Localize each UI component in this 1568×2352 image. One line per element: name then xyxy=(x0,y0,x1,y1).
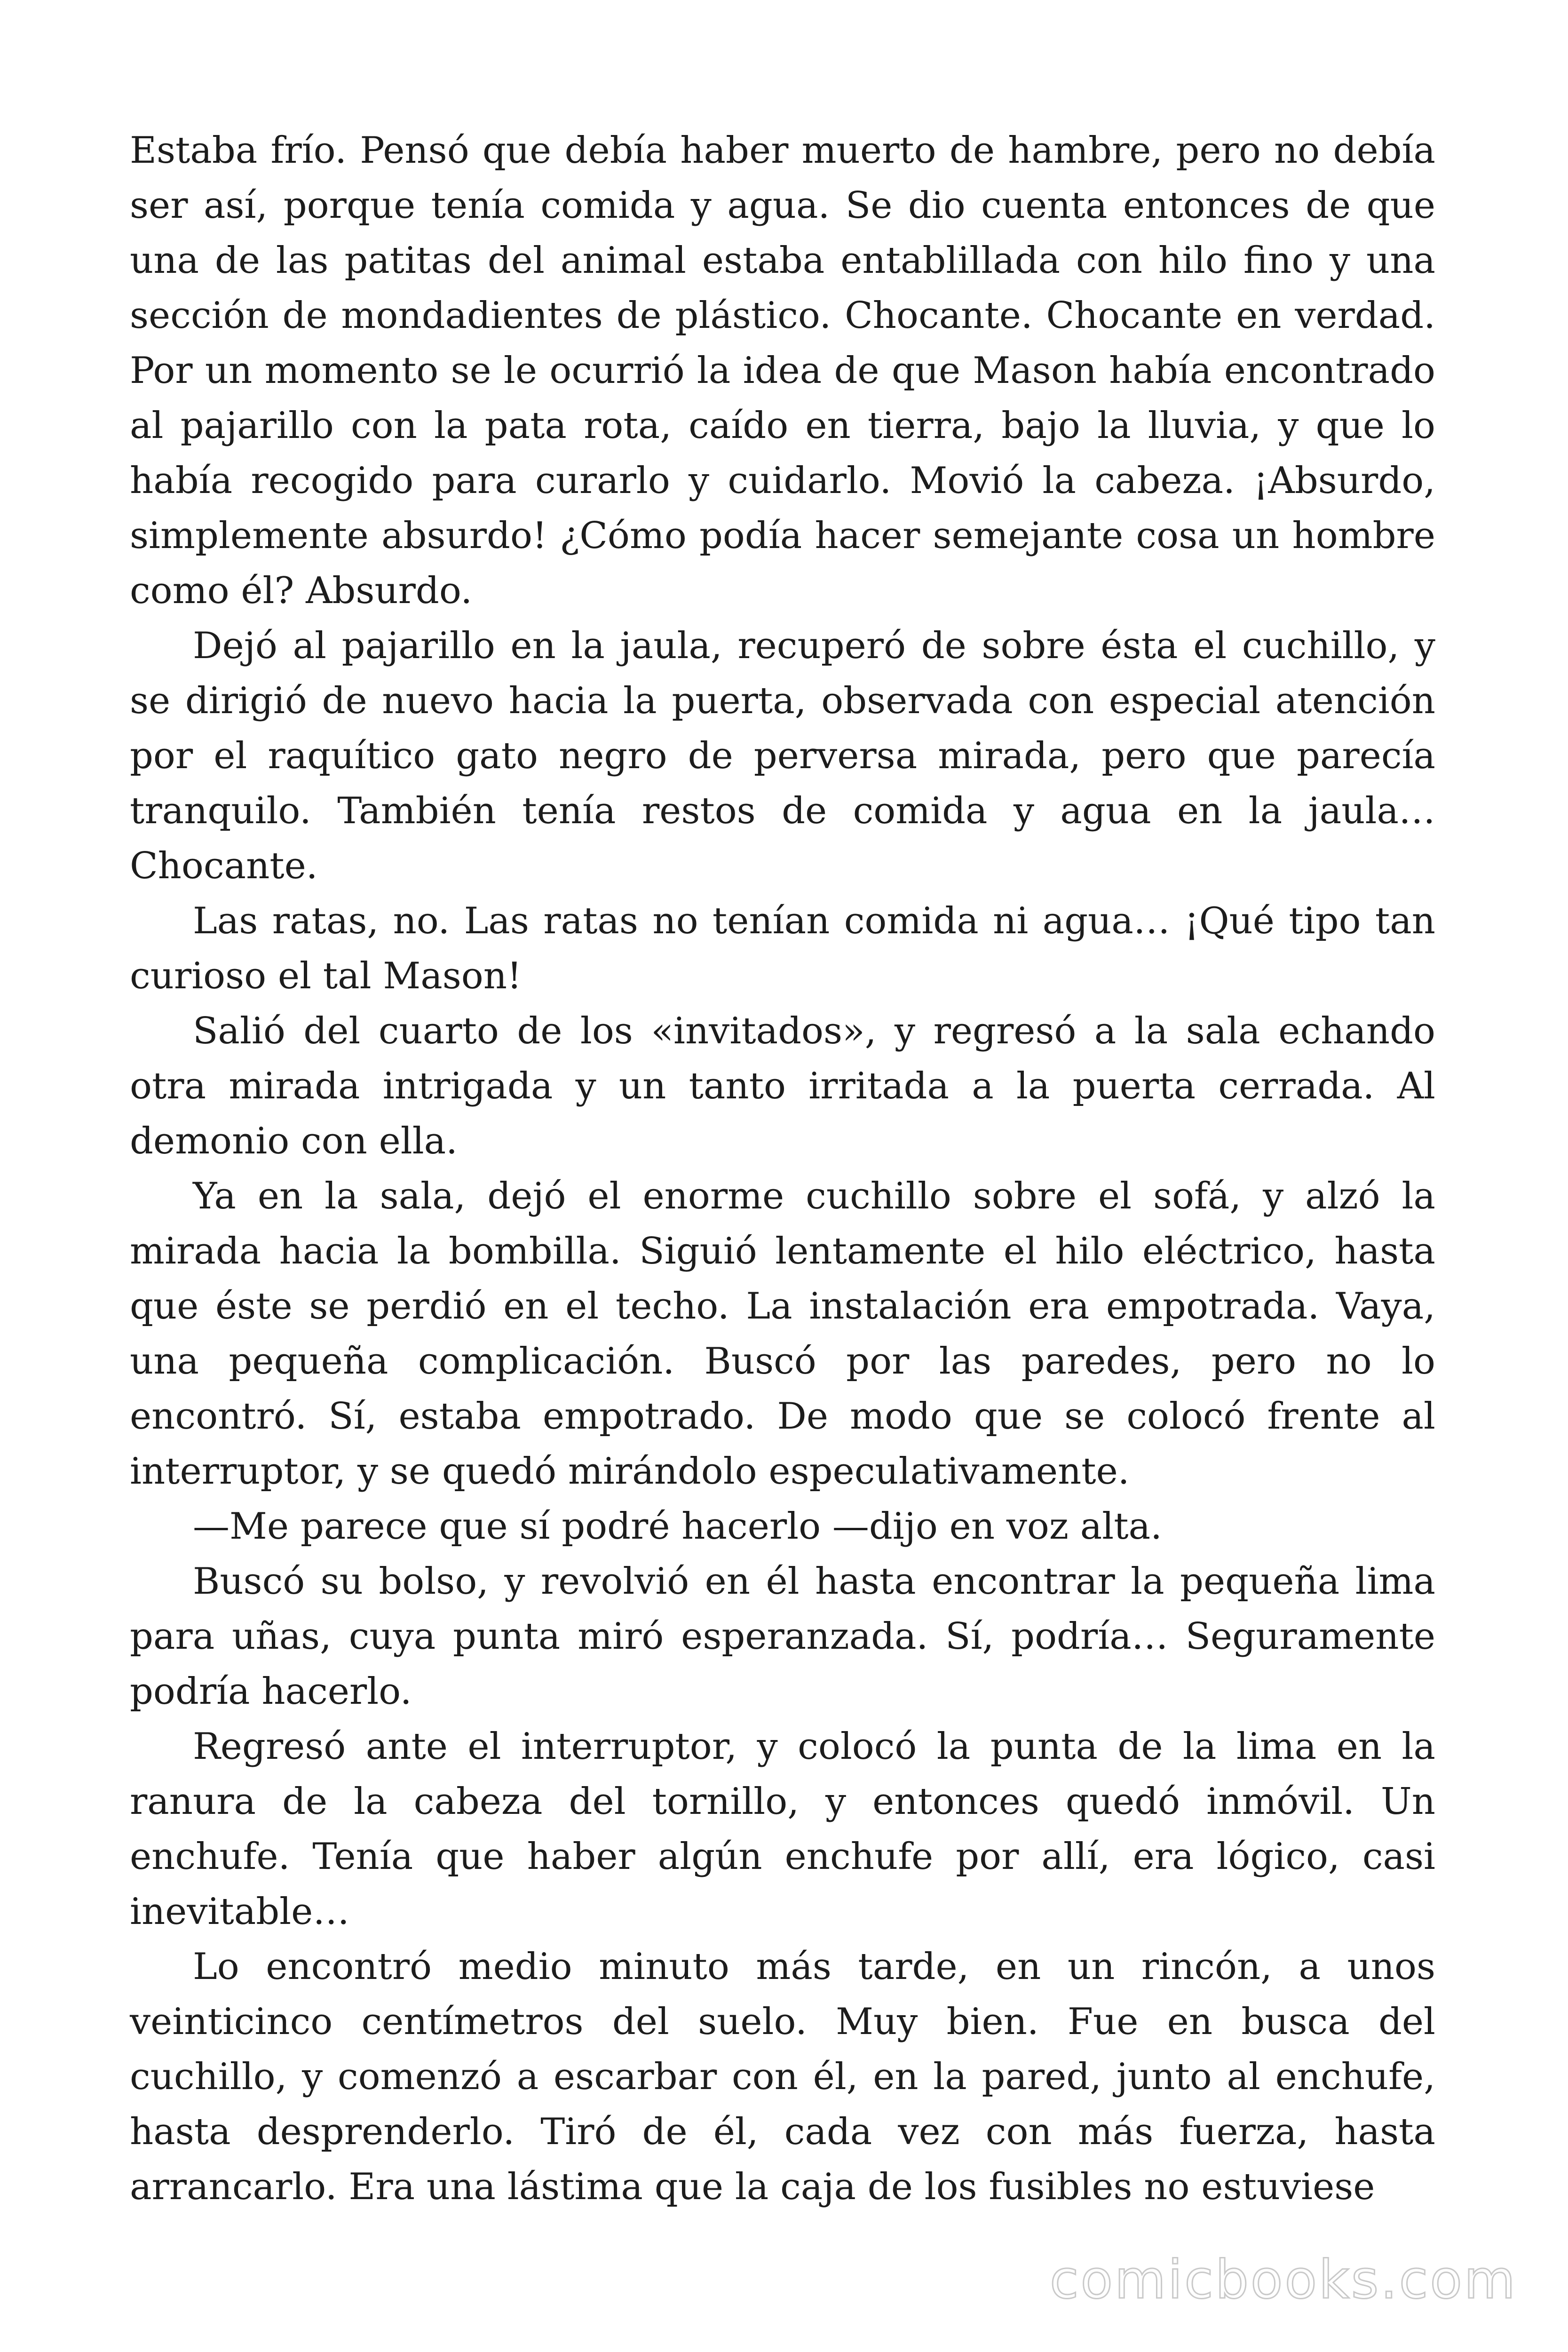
paragraph: Estaba frío. Pensó que debía haber muerto de hambre, pero no debía ser así, porque tenía comida y agua. Se dio cuenta entonces de que una de las patitas del animal estaba entablillada con hilo fino y una sección de mondadientes de plástico. Chocante. Chocante en verdad. Por un momento se le ocurrió la idea de que Mason había encontrado al pajarillo con la pata rota, caído en tierra, bajo la lluvia, y que lo había recogido para curarlo y cuidarlo. Movió la cabeza. ¡Absurdo, simplemente absurdo! ¿Cómo podía hacer semejante cosa un hombre como él? Absurdo. xyxy=(130,129,1435,612)
paragraph: Lo encontró medio minuto más tarde, en un rincón, a unos veinticinco centímetros del suelo. Muy bien. Fue en busca del cuchillo, y comenzó a escarbar con él, en la pared, junto al enchufe, hasta desprenderlo. Tiró de él, cada vez con más fuerza, hasta arrancarlo. Era una lástima que la caja de los fusibles no estuviese xyxy=(130,1946,1435,2208)
paragraph: —Me parece que sí podré hacerlo —dijo en voz alta. xyxy=(193,1505,1162,1548)
paragraph: Las ratas, no. Las ratas no tenían comida ni agua… ¡Qué tipo tan curioso el tal Mason! xyxy=(130,900,1435,997)
site-watermark: comicbooks.com xyxy=(1049,2249,1517,2311)
paragraph: Salió del cuarto de los «invitados», y regresó a la sala echando otra mirada intrigada y un tanto irritada a la puerta cerrada. Al demonio con ella. xyxy=(130,1010,1435,1162)
paragraph: Buscó su bolso, y revolvió en él hasta encontrar la pequeña lima para uñas, cuya punta miró esperanzada. Sí, podría… Seguramente podría hacerlo. xyxy=(130,1560,1435,1713)
paragraph: Regresó ante el interruptor, y colocó la punta de la lima en la ranura de la cabeza del tornillo, y entonces quedó inmóvil. Un enchufe. Tenía que haber algún enchufe por allí, era lógico, casi inevitable… xyxy=(130,1725,1435,1933)
paragraph: Ya en la sala, dejó el enorme cuchillo sobre el sofá, y alzó la mirada hacia la bombilla. Siguió lentamente el hilo eléctrico, hasta que éste se perdió en el techo. La instalación era empotrada. Vaya, una pequeña complicación. Buscó por las paredes, pero no lo encontró. Sí, estaba empotrado. De modo que se colocó frente al interruptor, y se quedó mirándolo especulativamente. xyxy=(130,1175,1435,1493)
paragraph: Dejó al pajarillo en la jaula, recuperó de sobre ésta el cuchillo, y se dirigió de nuevo hacia la puerta, observada con especial atención por el raquítico gato negro de perversa mirada, pero que parecía tranquilo. También tenía restos de comida y agua en la jaula… Chocante. xyxy=(130,625,1435,887)
body-text xyxy=(130,123,1435,2215)
